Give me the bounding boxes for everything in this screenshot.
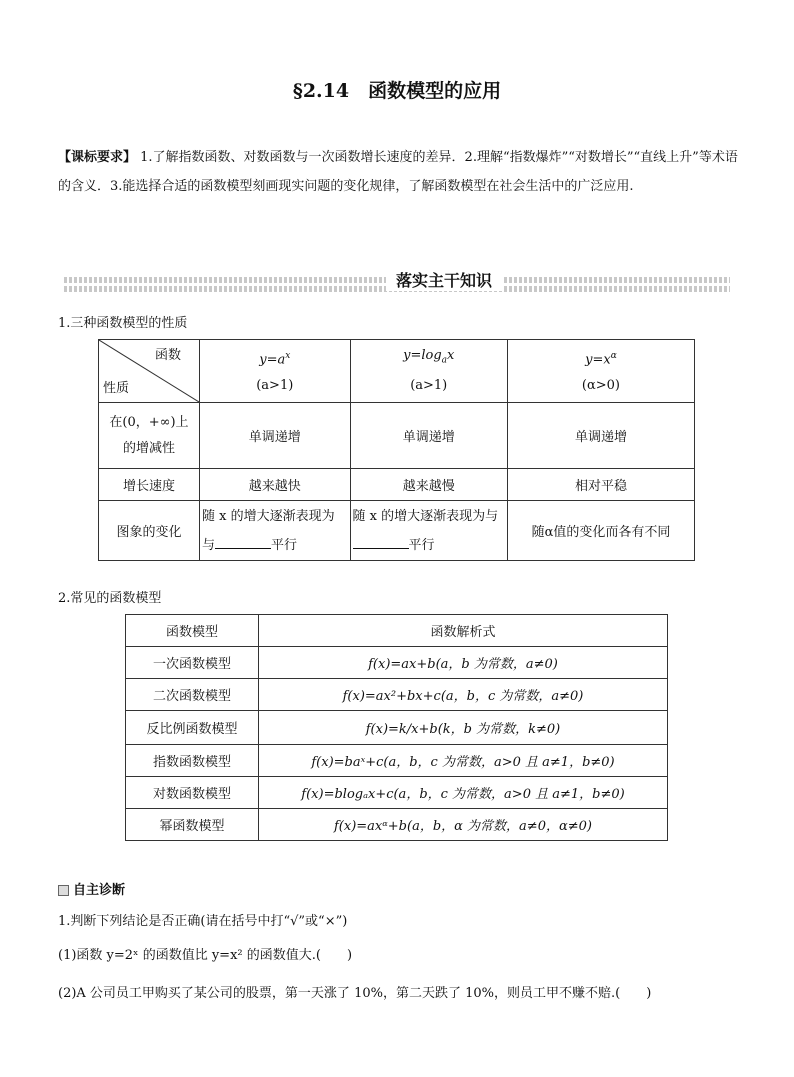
model-formula: f(x)=k/x+b(k，b 为常数，k≠0) <box>259 711 668 745</box>
col-exp-exp: x <box>285 350 291 361</box>
row-label-monotonic: 在(0，+∞)上的增减性 <box>99 403 200 469</box>
cell-monotonic-pow: 单调递增 <box>507 403 694 469</box>
corner-header-cell <box>99 340 200 403</box>
requirements-text: 1.了解指数函数、对数函数与一次函数增长速度的差异．2.理解“指数爆炸”“对数增长”“直线上升”等术语的含义．3.能选择合适的函数模型刻画现实问题的变化规律，了解函数模型在社会生活中的广泛应用. <box>58 150 738 194</box>
col-header-exp <box>200 340 351 403</box>
diagnosis-heading <box>58 879 125 898</box>
col-func-exp: y=a <box>259 352 286 368</box>
corner-top-label: 函数 <box>154 348 181 363</box>
col-func-pow: y=x <box>585 352 611 368</box>
table-row <box>126 777 668 809</box>
cell-graph-log <box>350 501 507 561</box>
parallel-text: 平行 <box>408 537 435 553</box>
corner-bottom-label: 性质 <box>103 381 130 396</box>
col-cond-pow: (α>0) <box>581 378 620 394</box>
properties-table <box>98 339 695 561</box>
cell-graph-pow: 随α值的变化而各有不同 <box>507 501 694 561</box>
col-exp-log: a <box>441 355 448 366</box>
banner-label: 落实主干知识 <box>386 268 502 291</box>
curriculum-requirements <box>58 143 738 201</box>
diagnosis-heading-text: 自主诊断 <box>73 883 126 898</box>
col-header-pow <box>507 340 694 403</box>
table-row <box>126 647 668 679</box>
model-formula: f(x)=ax+b(a，b 为常数，a≠0) <box>259 647 668 679</box>
table-row <box>126 745 668 777</box>
model-name: 幂函数模型 <box>126 809 259 841</box>
requirements-tag: 【课标要求】 <box>58 150 137 165</box>
section1-heading: 1.三种函数模型的性质 <box>58 316 188 331</box>
table-row <box>99 403 695 469</box>
parallel-text: 平行 <box>271 537 298 553</box>
model-name: 二次函数模型 <box>126 679 259 711</box>
col-exp-pow: α <box>610 350 617 361</box>
model-formula: f(x)=blogₐx+c(a，b，c 为常数，a>0 且 a≠1，b≠0) <box>259 777 668 809</box>
models-table <box>125 614 668 841</box>
cell-monotonic-exp: 单调递增 <box>200 403 351 469</box>
answer-blank <box>353 548 409 549</box>
header-model: 函数模型 <box>126 615 259 647</box>
cell-graph-exp <box>200 501 351 561</box>
row-label-speed: 增长速度 <box>99 469 200 501</box>
cell-speed-pow: 相对平稳 <box>507 469 694 501</box>
table-row <box>126 711 668 745</box>
table-row <box>126 809 668 841</box>
table-row <box>99 501 695 561</box>
section-banner <box>64 266 730 294</box>
col-cond-exp: (a>1) <box>256 378 294 394</box>
col-tail-log: x <box>447 347 455 363</box>
model-name: 一次函数模型 <box>126 647 259 679</box>
graph-log-text: 随 x 的增大逐渐表现为与 <box>352 508 499 524</box>
model-formula: f(x)=axᵅ+b(a，b，α 为常数，a≠0，α≠0) <box>259 809 668 841</box>
model-formula: f(x)=ax²+bx+c(a，b，c 为常数，a≠0) <box>259 679 668 711</box>
table-header-row <box>126 615 668 647</box>
question-1-1: (1)函数 y=2ˣ 的函数值比 y=x² 的函数值大.( ) <box>58 948 353 963</box>
model-formula: f(x)=baˣ+c(a，b，c 为常数，a>0 且 a≠1，b≠0) <box>259 745 668 777</box>
section2-heading: 2.常见的函数模型 <box>58 591 162 606</box>
col-header-log <box>350 340 507 403</box>
header-formula: 函数解析式 <box>259 615 668 647</box>
col-cond-log: (a>1) <box>410 378 448 394</box>
cell-speed-log: 越来越慢 <box>350 469 507 501</box>
page-title: §2.14 函数模型的应用 <box>292 80 502 102</box>
model-name: 指数函数模型 <box>126 745 259 777</box>
answer-blank <box>215 548 271 549</box>
question-1: 1.判断下列结论是否正确(请在括号中打“√”或“×”) <box>58 914 348 929</box>
model-name: 反比例函数模型 <box>126 711 259 745</box>
cell-monotonic-log: 单调递增 <box>350 403 507 469</box>
table-row <box>99 469 695 501</box>
row-label-graph: 图象的变化 <box>99 501 200 561</box>
col-func-log: y=log <box>403 347 442 363</box>
square-icon <box>58 885 69 896</box>
question-1-2: (2)A 公司员工甲购买了某公司的股票，第一天涨了 10%，第二天跌了 10%，则员工甲不赚不赔.( ) <box>58 986 652 1001</box>
cell-speed-exp: 越来越快 <box>200 469 351 501</box>
model-name: 对数函数模型 <box>126 777 259 809</box>
table-row <box>126 679 668 711</box>
graph-exp-text: 随 x 的增大逐渐表现为与 <box>202 508 335 553</box>
